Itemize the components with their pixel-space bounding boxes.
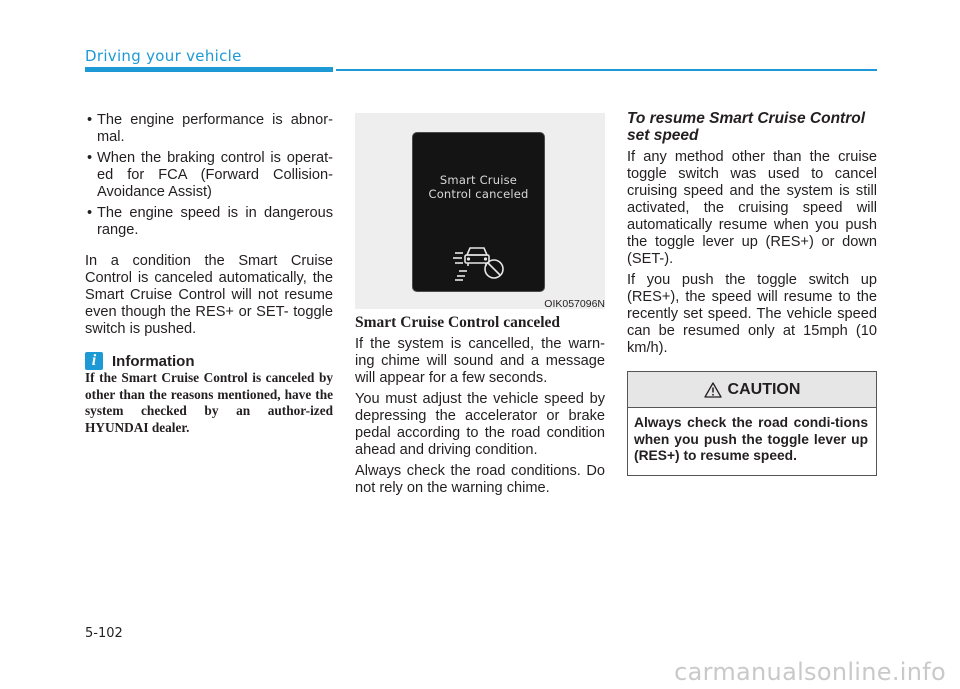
bullet-item: • When the braking control is operat-ed for FCA (Forward Collision-Avoidance Assist): [85, 150, 333, 201]
bullet-item: • The engine performance is abnor-mal.: [85, 112, 333, 146]
body-paragraph: If you push the toggle switch up (RES+), the speed will resume to the recently set speed. The vehicle speed can be resumed only at 15mph (10 km/h).: [627, 272, 877, 356]
figure-code: OIK057096N: [544, 298, 605, 310]
caution-text: Always check the road condi-tions when you push the toggle lever up (RES+) to resume speed.: [634, 415, 868, 463]
bullet-item: • The engine speed is in dangerous range.: [85, 205, 333, 239]
warning-triangle-icon: [704, 382, 722, 398]
caution-header: [628, 372, 876, 408]
header-rule-thin: [336, 69, 877, 71]
cruise-cancel-icon: [453, 239, 509, 281]
cluster-screen: [412, 132, 545, 292]
page-number: 5-102: [85, 626, 123, 641]
info-icon: i: [85, 352, 103, 370]
body-paragraph: If any method other than the cruise toggle switch was used to cancel cruising speed and the system is still activated, the cruising speed will automatically resume when you push the toggle lever up (RES+) or down (SET-).: [627, 149, 877, 267]
body-paragraph: Always check the road conditions. Do not rely on the warning chime.: [355, 463, 605, 496]
body-paragraph: You must adjust the vehicle speed by depressing the accelerator or brake pedal according to the road condition ahead and driving condition.: [355, 391, 605, 458]
left-column: [85, 112, 333, 436]
right-column: [627, 110, 877, 476]
resume-section-title: To resume Smart Cruise Control set speed: [627, 110, 866, 144]
section-title: Smart Cruise Control canceled: [355, 314, 561, 331]
information-text: If the Smart Cruise Control is canceled by other than the reasons mentioned, have the system checked by an author-ized HYUNDAI dealer.: [85, 370, 333, 435]
caution-box: [627, 371, 877, 476]
cluster-display-figure: [355, 113, 605, 309]
information-title: Information: [112, 352, 195, 370]
watermark: carmanualsonline.info: [674, 658, 946, 686]
screen-message: [413, 174, 544, 201]
body-paragraph: If the system is cancelled, the warn-ing chime will sound and a message will appear for a few seconds.: [355, 336, 605, 386]
screen-message-line1: Smart Cruise: [439, 173, 518, 187]
header-title: Driving your vehicle: [85, 47, 242, 65]
caution-title: CAUTION: [727, 381, 801, 398]
cancel-condition-paragraph: In a condition the Smart Cruise Control is canceled automatically, the Smart Cruise Control will not resume even though the RES+ or SET- toggle switch is pushed.: [85, 253, 333, 337]
middle-column: [355, 113, 605, 497]
bullet-list: [85, 112, 333, 239]
screen-message-line2: Control canceled: [428, 186, 529, 201]
header-rule-thick: [85, 67, 333, 72]
information-header: [85, 352, 333, 370]
